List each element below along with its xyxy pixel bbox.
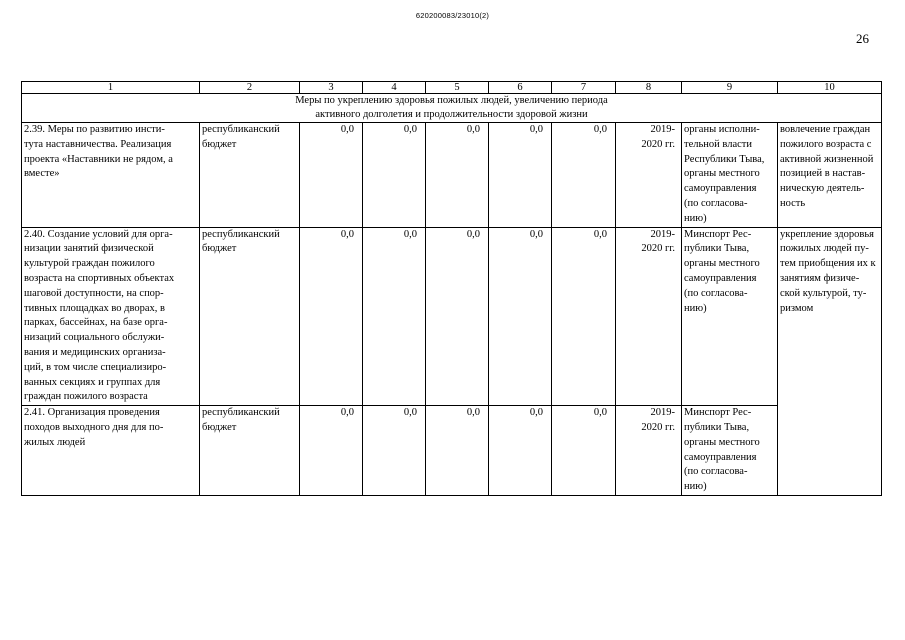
col-header-6: 6: [489, 82, 552, 94]
value-col-3: 0,0: [300, 123, 363, 228]
value-col-7: 0,0: [552, 123, 616, 228]
executors: Минспорт Рес- публики Тыва, органы местного самоуправления (по согласова- нию): [682, 406, 778, 496]
table-row: [22, 406, 882, 496]
value-col-3: 0,0: [300, 227, 363, 406]
table-row: [22, 123, 882, 228]
measure-name: 2.41. Организация проведения походов выходного дня для по- жилых людей: [22, 406, 200, 496]
value-col-5: 0,0: [426, 227, 489, 406]
col-header-5: 5: [426, 82, 489, 94]
document-id: 620200083/23010(2): [415, 11, 490, 20]
measure-name: 2.40. Создание условий для орга- низации занятий физической культурой граждан пожилого возраста на спортивных объектах шаговой доступности, на спор- тивных площадках во дворах, в парках, бассейнах, на базе орга- низаций социального обслужи- вания и медицинских организа- ций, в том числе специализиро- ванных секциях и группах для граждан пожилого возраста: [22, 227, 200, 406]
value-col-5: 0,0: [426, 406, 489, 496]
measure-name: 2.39. Меры по развитию инсти- тута наставничества. Реализация проекта «Наставники не рядом, а вместе»: [22, 123, 200, 228]
value-col-6: 0,0: [489, 123, 552, 228]
funding-source: республиканский бюджет: [200, 406, 300, 496]
value-col-6: 0,0: [489, 406, 552, 496]
col-header-10: 10: [778, 82, 882, 94]
period: 2019- 2020 гг.: [616, 123, 682, 228]
col-header-8: 8: [616, 82, 682, 94]
col-header-3: 3: [300, 82, 363, 94]
value-col-3: 0,0: [300, 406, 363, 496]
section-heading-line-2: активного долголетия и продолжительности здоровой жизни: [315, 108, 588, 120]
section-heading: [22, 94, 882, 123]
expected-result: укрепление здоровья пожилых людей пу- тем приобщения их к занятиям физиче- ской культурой, ту- ризмом: [778, 227, 882, 495]
col-header-7: 7: [552, 82, 616, 94]
value-col-4: 0,0: [363, 227, 426, 406]
col-header-1: 1: [22, 82, 200, 94]
value-col-5: 0,0: [426, 123, 489, 228]
funding-source: республиканский бюджет: [200, 227, 300, 406]
column-number-row: [22, 82, 882, 94]
section-heading-row: [22, 94, 882, 123]
value-col-4: 0,0: [363, 406, 426, 496]
expected-result: вовлечение граждан пожилого возраста с активной жизненной позицией в настав- ническую деятель- ность: [778, 123, 882, 228]
executors: органы исполни- тельной власти Республики Тыва, органы местного самоуправления (по согласова- нию): [682, 123, 778, 228]
page-number: 26: [856, 31, 869, 46]
col-header-2: 2: [200, 82, 300, 94]
value-col-6: 0,0: [489, 227, 552, 406]
value-col-7: 0,0: [552, 406, 616, 496]
col-header-9: 9: [682, 82, 778, 94]
funding-source: республиканский бюджет: [200, 123, 300, 228]
value-col-4: 0,0: [363, 123, 426, 228]
section-heading-line-1: Меры по укреплению здоровья пожилых людей, увеличению периода: [295, 95, 608, 106]
value-col-7: 0,0: [552, 227, 616, 406]
table-row: [22, 227, 882, 406]
measures-table: [21, 81, 882, 496]
period: 2019- 2020 гг.: [616, 406, 682, 496]
period: 2019- 2020 гг.: [616, 227, 682, 406]
executors: Минспорт Рес- публики Тыва, органы местного самоуправления (по согласова- нию): [682, 227, 778, 406]
col-header-4: 4: [363, 82, 426, 94]
